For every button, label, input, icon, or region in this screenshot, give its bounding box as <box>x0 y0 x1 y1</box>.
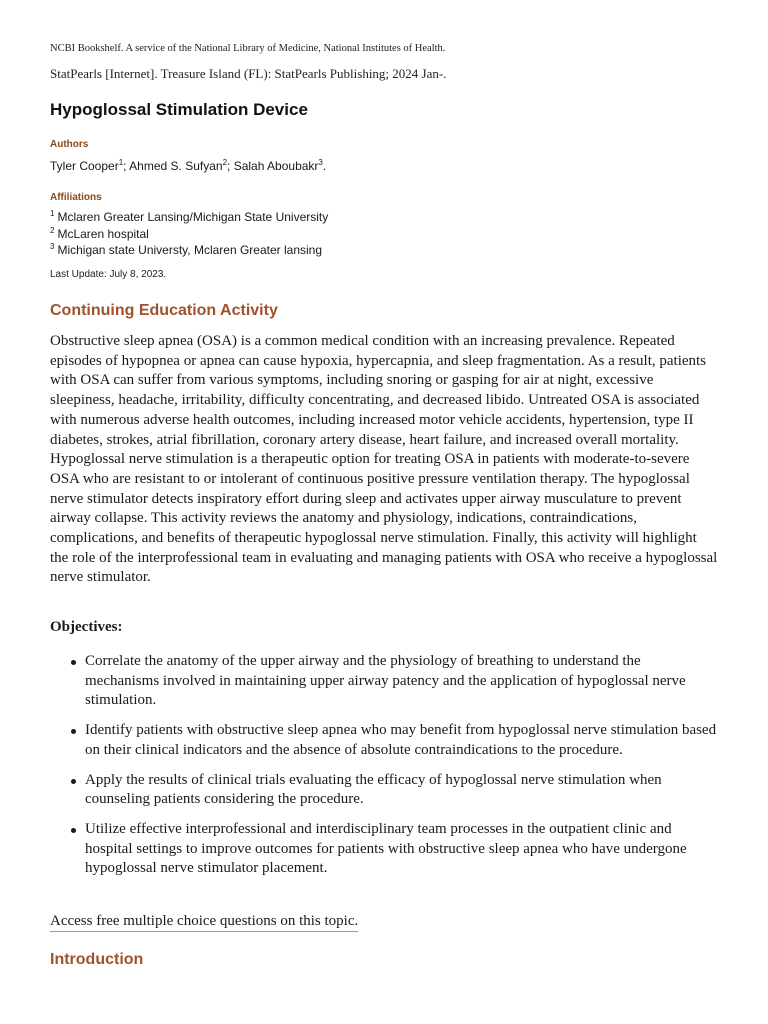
introduction-heading: Introduction <box>50 951 144 968</box>
bullet-icon <box>71 828 76 833</box>
author-affil-ref[interactable]: 2 <box>222 158 228 167</box>
page-title: Hypoglossal Stimulation Device <box>50 100 308 119</box>
affiliation-number: 3 <box>50 242 55 251</box>
author-separator: ; <box>123 159 130 173</box>
bullet-icon <box>71 779 76 784</box>
affiliation-text: McLaren hospital <box>57 226 149 241</box>
affiliation-text: Mclaren Greater Lansing/Michigan State University <box>57 210 329 224</box>
continuing-education-heading: Continuing Education Activity <box>50 302 278 319</box>
affiliation-number: 1 <box>50 209 55 218</box>
affiliation-item <box>50 226 328 243</box>
author-separator: . <box>322 159 327 173</box>
last-update: Last Update: July 8, 2023. <box>50 269 167 280</box>
objective-item <box>50 820 718 879</box>
affiliation-text: Michigan state Universty, Mclaren Greater lansing <box>57 243 323 257</box>
bullet-icon <box>71 729 76 734</box>
objectives-list <box>50 652 718 889</box>
author-affil-ref[interactable]: 1 <box>118 158 124 167</box>
source-line-ncbi: NCBI Bookshelf. A service of the National Library of Medicine, National Institutes of Health. <box>50 43 446 54</box>
affiliations-label: Affiliations <box>50 192 102 203</box>
objectives-label: Objectives: <box>50 619 123 635</box>
source-line-citation: StatPearls [Internet]. Treasure Island (FL): StatPearls Publishing; 2024 Jan-. <box>50 66 447 81</box>
authors-line <box>50 158 326 173</box>
affiliation-item <box>50 242 328 259</box>
author-affil-ref[interactable]: 3 <box>318 158 323 167</box>
mcq-link[interactable]: Access free multiple choice questions on this topic. <box>50 913 358 932</box>
objective-text: Apply the results of clinical trials evaluating the efficacy of hypoglossal nerve stimulation when counseling patients considering the procedure. <box>85 771 662 808</box>
objective-text: Identify patients with obstructive sleep apnea who may benefit from hypoglossal nerve stimulation based on their clinical indicators and the absence of absolute contraindications to the procedure. <box>85 722 717 758</box>
author-name[interactable]: Salah Aboubakr <box>233 159 319 173</box>
authors-label: Authors <box>50 139 89 150</box>
objective-item <box>50 652 718 711</box>
author-name[interactable]: Ahmed S. Sufyan <box>129 159 223 173</box>
affiliation-item <box>50 209 328 226</box>
author-separator: ; <box>227 159 234 173</box>
affiliation-number: 2 <box>50 225 55 235</box>
objective-item <box>50 771 718 810</box>
abstract-paragraph: Obstructive sleep apnea (OSA) is a common medical condition with an increasing prevalence. Repeated episodes of hypopnea or apnea can cause hypoxia, hypercapnia, and sleep fragmentation. As a result, patients with OSA can suffer from various symptoms, including snoring or gasping for air at night, excessive sleepiness, headache, irritability, difficulty concentrating, and decreased libido. Untreated OSA is associated with numerous adverse health outcomes, including increased motor vehicle accidents, hypertension, type II diabetes, strokes, atrial fibrillation, coronary artery disease, heart failure, and increased overall mortality. Hypoglossal nerve stimulation is a therapeutic option for treating OSA in patients with moderate-to-severe OSA who are resistant to or intolerant of continuous positive pressure ventilation therapy. The hypoglossal nerve stimulator detects inspiratory effort during sleep and activates upper airway musculature to prevent airway collapse. This activity reviews the anatomy and physiology, indications, contraindications, complications, and benefits of therapeutic hypoglossal nerve stimulation. Finally, this activity will highlight the role of the interprofessional team in evaluating and managing patients with OSA who receive a hypoglossal nerve stimulator. <box>50 333 718 586</box>
objective-text: Utilize effective interprofessional and interdisciplinary team processes in the outpatient clinic and hospital settings to improve outcomes for patients with obstructive sleep apnea who have undergone hypoglossal nerve stimulator placement. <box>85 820 687 877</box>
author-name[interactable]: Tyler Cooper <box>50 159 119 173</box>
bullet-icon <box>71 660 76 665</box>
objective-text: Correlate the anatomy of the upper airway and the physiology of breathing to understand the mechanisms involved in maintaining upper airway patency and the application of hypoglossal nerve stimulation. <box>85 653 686 709</box>
affiliations-list <box>50 209 328 259</box>
objective-item <box>50 721 718 760</box>
